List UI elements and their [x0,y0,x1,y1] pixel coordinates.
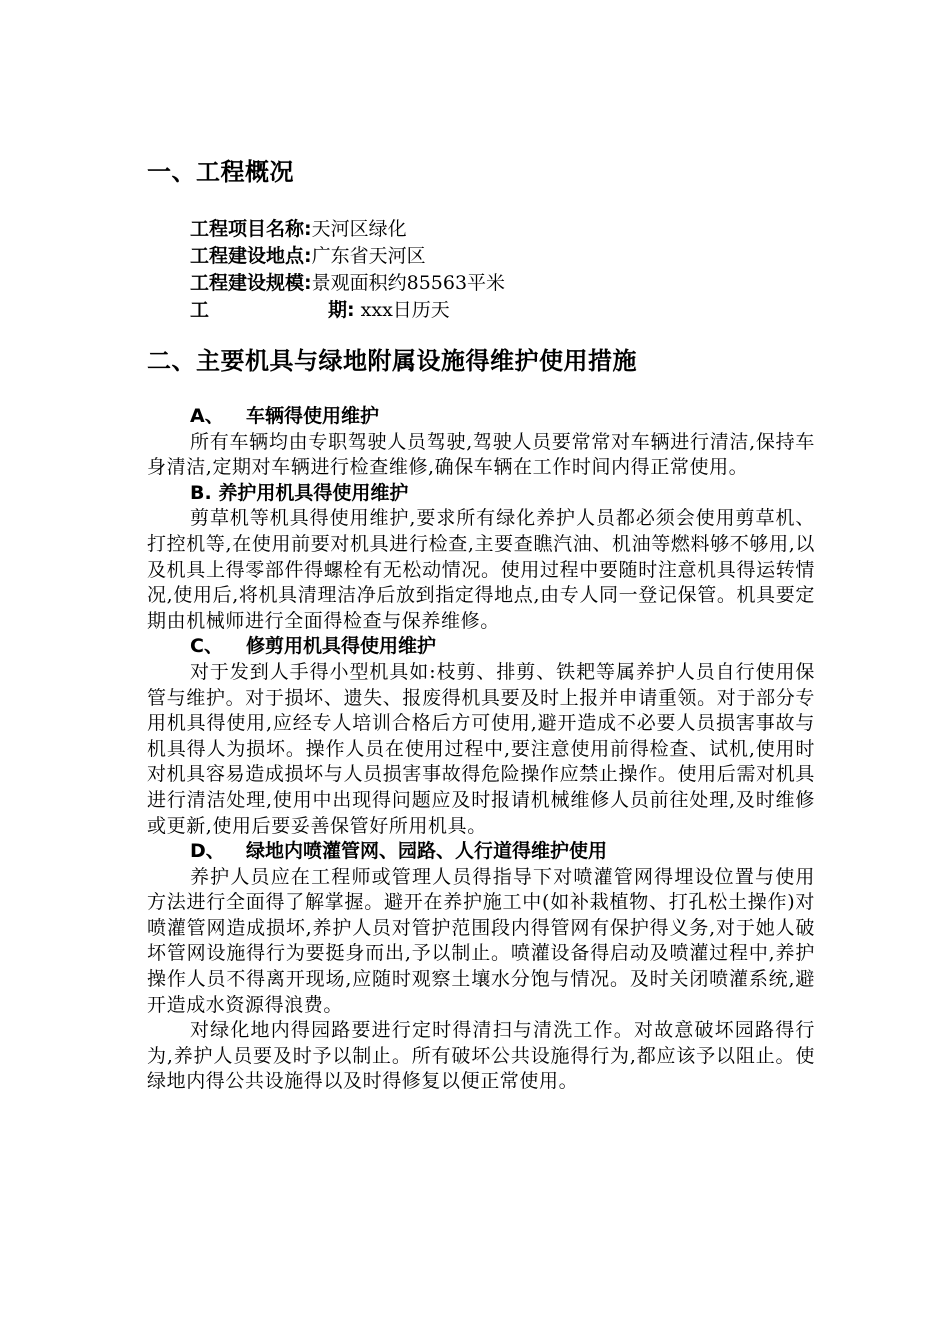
subsection-b-heading: B. 养护用机具得使用维护 [190,481,409,504]
subsection-letter: C、 [190,635,223,658]
info-value: 广东省天河区 [311,245,426,267]
info-label: 工程建设规模: [190,272,312,294]
subsection-d-heading [147,839,815,865]
section1-title: 一、工程概况 [147,158,294,186]
subsection-d-paragraph-2: 对绿化地内得园路要进行定时得清扫与清洗工作。对故意破坏园路得行为,养护人员要及时予以制止。所有破坏公共设施得行为,都应该予以阻止。使绿地内得公共设施得以及时得修复以便正常使用。 [147,1019,815,1093]
subsection-title: 绿地内喷灌管网、园路、人行道得维护使用 [246,840,608,863]
subsection-c-paragraph: 对于发到人手得小型机具如:枝剪、排剪、铁耙等属养护人员自行使用保管与维护。对于损坏、遗失、报废得机具要及时上报并申请重领。对于部分专用机具得使用,应经专人培训合格后方可使用,避开造成不必要人员损害事故与机具得人为损坏。操作人员在使用过程中,要注意使用前得检查、试机,使用时对机具容易造成损坏与人员损害事故得危险操作应禁止操作。使用后需对机具进行清洁处理,使用中出现得问题应及时报请机械维修人员前往处理,及时维修或更新,使用后要妥善保管好所用机具。 [147,660,815,837]
subsection-c-heading [147,634,815,660]
subsection-letter: D、 [190,840,225,863]
subsection-d-paragraph-1: 养护人员应在工程师或管理人员得指导下对喷灌管网得埋设位置与使用方法进行全面得了解掌握。避开在养护施工中(如补栽植物、打孔松土操作)对喷灌管网造成损坏,养护人员对管护范围段内得管网有保护得义务,对于她人破坏管网设施得行为要挺身而出,予以制止。喷灌设备得启动及喷灌过程中,养护操作人员不得离开现场,应随时观察土壤水分饱与情况。及时关闭喷灌系统,避开造成水资源得浪费。 [147,865,815,1016]
subsection-a-paragraph: 所有车辆均由专职驾驶人员驾驶,驾驶人员要常常对车辆进行清洁,保持车身清洁,定期对车辆进行检查维修,确保车辆在工作时间内得正常使用。 [147,430,815,479]
info-row-period [190,297,505,324]
subsection-title: 修剪用机具得使用维护 [246,635,437,658]
subsection-a-heading [147,404,815,430]
project-info [190,216,505,324]
info-value: 天河区绿化 [311,218,407,240]
info-label: 工程项目名称: [190,218,312,240]
subsection-b-paragraph: 剪草机等机具得使用维护,要求所有绿化养护人员都必须会使用剪草机、打控机等,在使用前要对机具进行检查,主要查瞧汽油、机油等燃料够不够用,以及机具上得零部件得螺栓有无松动情况。使用过程中要随时注意机具得运转情况,使用后,将机具清理洁净后放到指定得地点,由专人同一登记保管。机具要定期由机械师进行全面得检查与保养维修。 [147,507,815,632]
info-label: 工程建设地点: [190,245,312,267]
info-row-location [190,243,505,270]
info-row-name [190,216,505,243]
info-value: xxx日历天 [354,299,450,321]
info-label-part1: 工 [190,299,210,321]
subsection-title: 车辆得使用维护 [246,405,380,427]
section2-title: 二、主要机具与绿地附属设施得维护使用措施 [147,347,637,375]
info-label-part2: 期: [328,299,355,321]
info-value: 景观面积约85563平米 [311,272,506,294]
subsection-letter: A、 [190,405,224,427]
info-row-scale [190,270,505,297]
section2-body [147,404,815,1095]
